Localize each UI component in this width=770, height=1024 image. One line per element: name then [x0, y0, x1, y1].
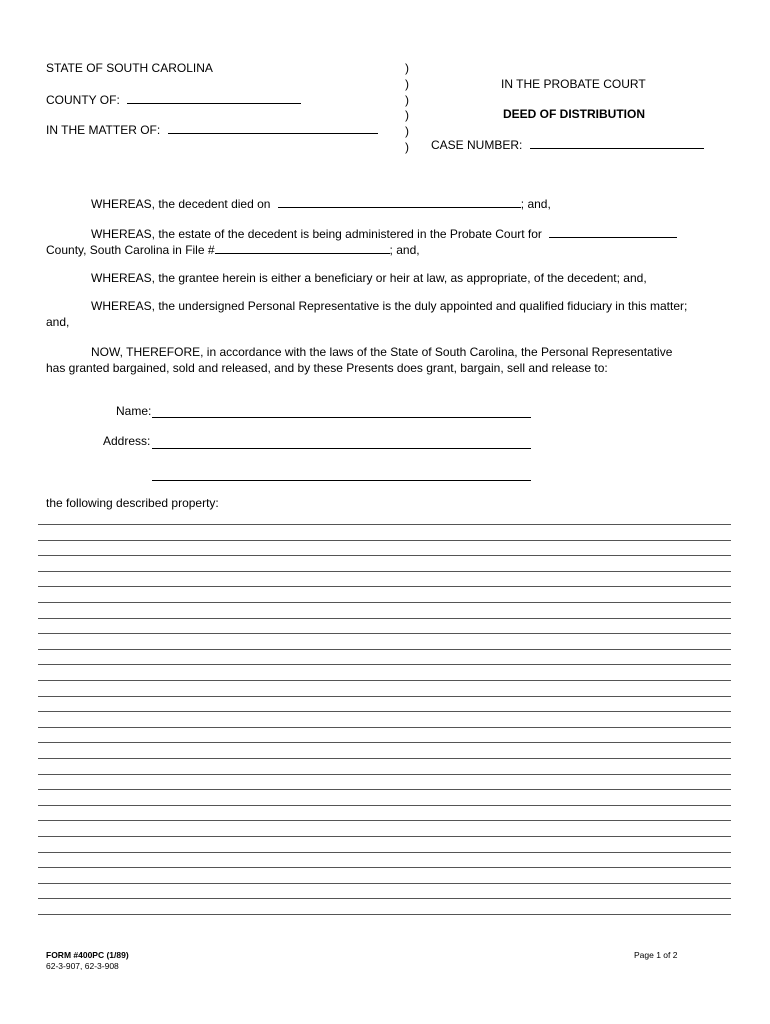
paren-mark: )	[405, 92, 409, 107]
property-line[interactable]	[38, 540, 731, 541]
whereas-estate-row	[91, 226, 677, 241]
case-number-field[interactable]	[530, 137, 704, 149]
statute-reference: 62-3-907, 62-3-908	[46, 961, 119, 971]
address-label: Address:	[103, 434, 151, 448]
grantee-address-line-2[interactable]	[152, 469, 531, 481]
whereas-death-row	[91, 196, 551, 211]
whereas-representative-end: and,	[46, 315, 70, 329]
county-label: COUNTY OF:	[46, 93, 120, 107]
file-row	[46, 242, 420, 257]
file-end: ; and,	[389, 243, 420, 257]
case-label: CASE NUMBER:	[431, 138, 523, 152]
property-line[interactable]	[38, 696, 731, 697]
property-line[interactable]	[38, 758, 731, 759]
property-line[interactable]	[38, 883, 731, 884]
bracket-column	[405, 61, 417, 156]
property-line[interactable]	[38, 789, 731, 790]
now-therefore-text: NOW, THEREFORE, in accordance with the laws of the State of South Carolina, the Personal Representative	[91, 345, 673, 359]
name-label: Name:	[116, 404, 152, 418]
property-line[interactable]	[38, 664, 731, 665]
property-line[interactable]	[38, 836, 731, 837]
whereas-death-end: ; and,	[520, 197, 551, 211]
whereas-death-text: WHEREAS, the decedent died on	[91, 197, 271, 211]
now-therefore-cont: has granted bargained, sold and released, and by these Presents does grant, bargain, sell and release to:	[46, 361, 608, 375]
property-line[interactable]	[38, 618, 731, 619]
paren-mark: )	[405, 108, 409, 123]
grantee-address-line-1[interactable]	[152, 437, 531, 449]
property-line[interactable]	[38, 742, 731, 743]
matter-label: IN THE MATTER OF:	[46, 123, 161, 137]
case-row	[431, 137, 704, 152]
property-line[interactable]	[38, 852, 731, 853]
matter-field[interactable]	[168, 122, 378, 134]
whereas-estate-text: WHEREAS, the estate of the decedent is being administered in the Probate Court for	[91, 227, 542, 241]
property-line[interactable]	[38, 711, 731, 712]
date-of-death-field[interactable]	[278, 196, 521, 208]
property-line[interactable]	[38, 555, 731, 556]
form-id: FORM #400PC (1/89)	[46, 950, 129, 960]
property-line[interactable]	[38, 727, 731, 728]
property-line[interactable]	[38, 914, 731, 915]
page-number: Page 1 of 2	[634, 950, 678, 960]
property-line[interactable]	[38, 524, 731, 525]
property-line[interactable]	[38, 898, 731, 899]
property-label: the following described property:	[46, 496, 219, 510]
property-line[interactable]	[38, 633, 731, 634]
grantee-name-field[interactable]	[152, 406, 531, 418]
property-line[interactable]	[38, 649, 731, 650]
file-number-field[interactable]	[215, 242, 390, 254]
paren-mark: )	[405, 124, 409, 139]
whereas-grantee-text: WHEREAS, the grantee herein is either a beneficiary or heir at law, as appropriate, of the decedent; and,	[91, 271, 647, 285]
document-title: DEED OF DISTRIBUTION	[503, 107, 646, 121]
property-line[interactable]	[38, 586, 731, 587]
whereas-representative-text: WHEREAS, the undersigned Personal Representative is the duly appointed and qualified fiduciary in this matter;	[91, 299, 688, 313]
property-line[interactable]	[38, 774, 731, 775]
property-line[interactable]	[38, 867, 731, 868]
property-line[interactable]	[38, 680, 731, 681]
court-label: IN THE PROBATE COURT	[501, 77, 646, 91]
property-line[interactable]	[38, 820, 731, 821]
property-line[interactable]	[38, 571, 731, 572]
county-row	[46, 92, 301, 107]
county-field[interactable]	[127, 92, 301, 104]
paren-mark: )	[405, 61, 409, 75]
state-label: STATE OF SOUTH CAROLINA	[46, 61, 213, 75]
county-file-text: County, South Carolina in File #	[46, 243, 215, 257]
property-line[interactable]	[38, 602, 731, 603]
property-line[interactable]	[38, 805, 731, 806]
matter-row	[46, 122, 378, 137]
paren-mark: )	[405, 76, 409, 91]
probate-county-field[interactable]	[549, 226, 677, 238]
paren-mark: )	[405, 139, 409, 154]
